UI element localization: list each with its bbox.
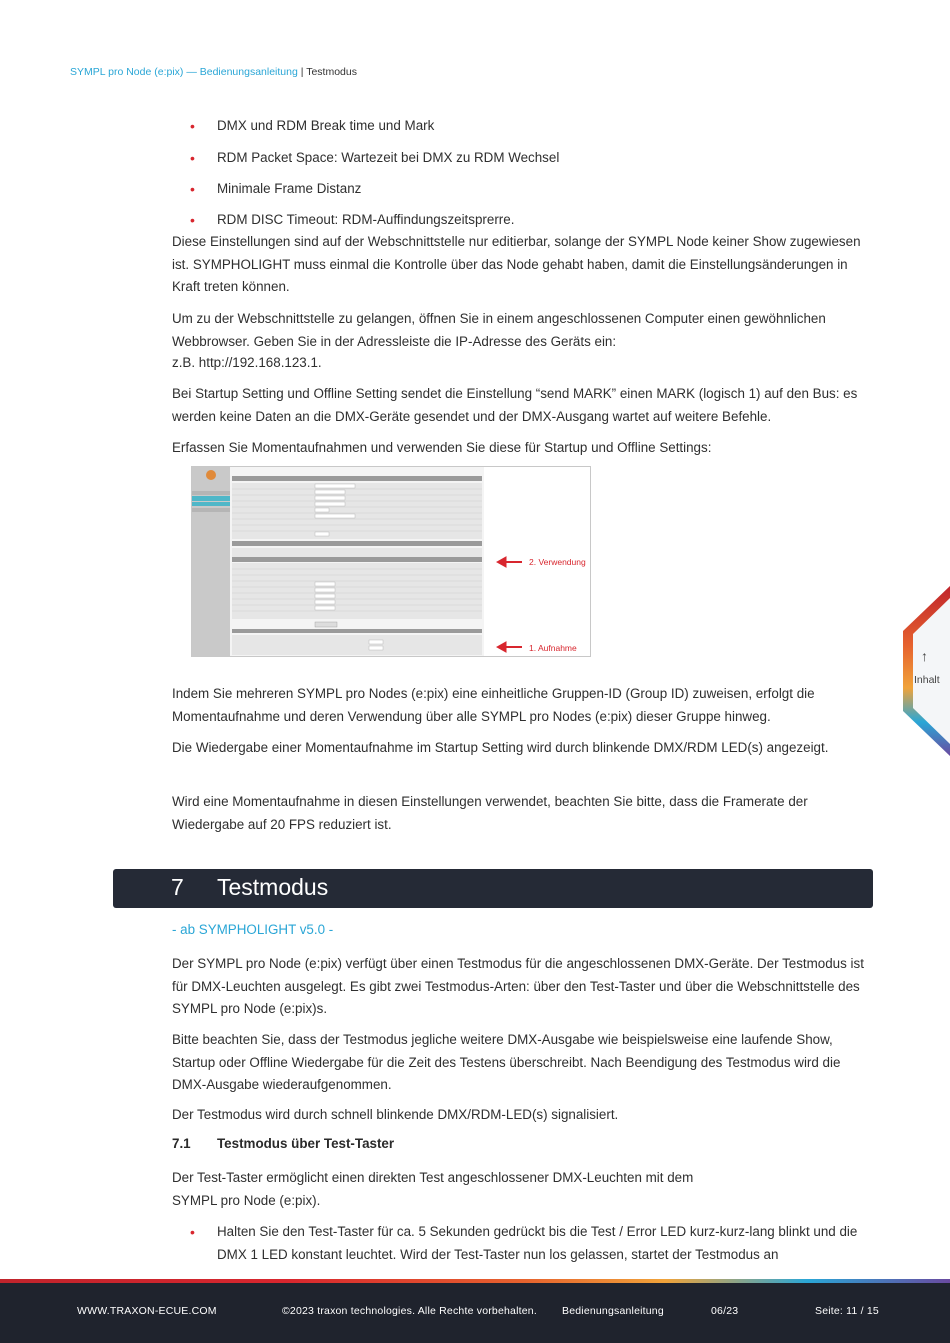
- paragraph: Wird eine Momentaufnahme in diesen Einstellungen verwendet, beachten Sie bitte, dass die Framerate der Wiedergabe auf 20 FPS reduziert ist.: [172, 794, 808, 832]
- paragraph: Bei Startup Setting und Offline Setting sendet die Einstellung “send MARK” einen MARK (logisch 1) auf den Bus: es werden keine Daten an die DMX-Geräte gesendet und der DMX-Ausgang wartet auf weitere Befehle.: [172, 386, 858, 424]
- section-number: 7: [171, 874, 184, 900]
- breadcrumb-section: Testmodus: [306, 66, 357, 78]
- bullet-dot-icon: •: [190, 118, 195, 134]
- section-heading: [113, 869, 873, 908]
- arrow-up-icon: ↑: [921, 648, 928, 664]
- footer-page-number: Seite: 11 / 15: [815, 1305, 879, 1317]
- paragraph: Diese Einstellungen sind auf der Webschnittstelle nur editierbar, solange der SYMPL Node keiner Show zugewiesen ist. SYMPHOLIGHT muss einmal die Kontrolle über das Node gehabt haben, damit die Einstellungsänderungen in Kraft treten können.: [172, 234, 861, 294]
- screenshot-label-usage: 2. Verwendung: [529, 557, 586, 567]
- subsection-heading: [172, 1136, 394, 1151]
- breadcrumb-doc-link[interactable]: SYMPL pro Node (e:pix) — Bedienungsanleitung: [70, 66, 298, 78]
- paragraph: Indem Sie mehreren SYMPL pro Nodes (e:pix) eine einheitliche Gruppen-ID (Group ID) zuweisen, erfolgt die Momentaufnahme und deren Verwendung über alle SYMPL pro Nodes (e:pix) dieser Gruppe hinweg.: [172, 686, 815, 724]
- paragraph: Um zu der Webschnittstelle zu gelangen, öffnen Sie in einem angeschlossenen Computer einen gewöhnlichen Webbrowser. Geben Sie in der Adressleiste die IP-Adresse des Geräts ein:: [172, 311, 826, 349]
- bullet-dot-icon: •: [190, 150, 195, 166]
- footer-website-link[interactable]: WWW.TRAXON-ECUE.COM: [77, 1305, 217, 1317]
- paragraph-url-example: z.B. http://192.168.123.1.: [172, 355, 322, 370]
- paragraph: Die Wiedergabe einer Momentaufnahme im Startup Setting wird durch blinkende DMX/RDM LED(s) angezeigt.: [172, 740, 829, 755]
- footer: [0, 1280, 950, 1343]
- paragraph: Bitte beachten Sie, dass der Testmodus jegliche weitere DMX-Ausgabe wie beispielsweise eine laufende Show, Startup oder Offline Wiedergabe für die Zeit des Testens überschreibt. Nach Beendigung des Testmodus wird die DMX-Ausgabe wiederaufgenommen.: [172, 1032, 841, 1092]
- list-item: • Minimale Frame Distanz: [190, 178, 880, 201]
- bullet-dot-icon: •: [190, 1224, 195, 1240]
- footer-copyright: ©2023 traxon technologies. Alle Rechte vorbehalten.: [282, 1305, 537, 1317]
- breadcrumb: [70, 66, 357, 78]
- list-item: • RDM Packet Space: Wartezeit bei DMX zu RDM Wechsel: [190, 147, 880, 170]
- version-note: - ab SYMPHOLIGHT v5.0 -: [172, 922, 334, 937]
- footer-date: 06/23: [711, 1305, 739, 1317]
- table-of-contents-button[interactable]: [903, 586, 950, 756]
- list-item: • DMX und RDM Break time und Mark: [190, 115, 880, 138]
- subsection-number: 7.1: [172, 1136, 191, 1151]
- screenshot-label-capture: 1. Aufnahme: [529, 643, 577, 653]
- list-item: • Halten Sie den Test-Taster für ca. 5 Sekunden gedrückt bis die Test / Error LED kurz-kurz-lang blinkt und die DMX 1 LED konstant leuchtet. Wird der Test-Taster nun los gelassen, startet der Testmodus an: [190, 1221, 880, 1266]
- paragraph: Erfassen Sie Momentaufnahmen und verwenden Sie diese für Startup und Offline Settings:: [172, 440, 712, 455]
- inhalt-label: Inhalt: [914, 674, 940, 686]
- paragraph: Der Test-Taster ermöglicht einen direkten Test angeschlossener DMX-Leuchten mit dem SYMPL pro Node (e:pix).: [172, 1170, 694, 1208]
- paragraph: Der Testmodus wird durch schnell blinkende DMX/RDM-LED(s) signalisiert.: [172, 1107, 619, 1122]
- web-interface-screenshot: [191, 466, 591, 657]
- bullet-dot-icon: •: [190, 181, 195, 197]
- bullet-dot-icon: •: [190, 212, 195, 228]
- paragraph: Der SYMPL pro Node (e:pix) verfügt über einen Testmodus für die angeschlossenen DMX-Geräte. Der Testmodus ist für DMX-Leuchten ausgelegt. Es gibt zwei Testmodus-Arten: über den Test-Taster und über die Webschnittstelle des SYMPL pro Node (e:pix)s.: [172, 956, 864, 1016]
- subsection-title: Testmodus über Test-Taster: [217, 1136, 395, 1151]
- footer-document-title: Bedienungsanleitung: [562, 1305, 664, 1317]
- section-title: Testmodus: [217, 874, 329, 900]
- footer-color-stripe: [0, 1279, 950, 1283]
- breadcrumb-separator: |: [297, 66, 307, 78]
- list-item: • RDM DISC Timeout: RDM-Auffindungszeitsprerre.: [190, 209, 880, 232]
